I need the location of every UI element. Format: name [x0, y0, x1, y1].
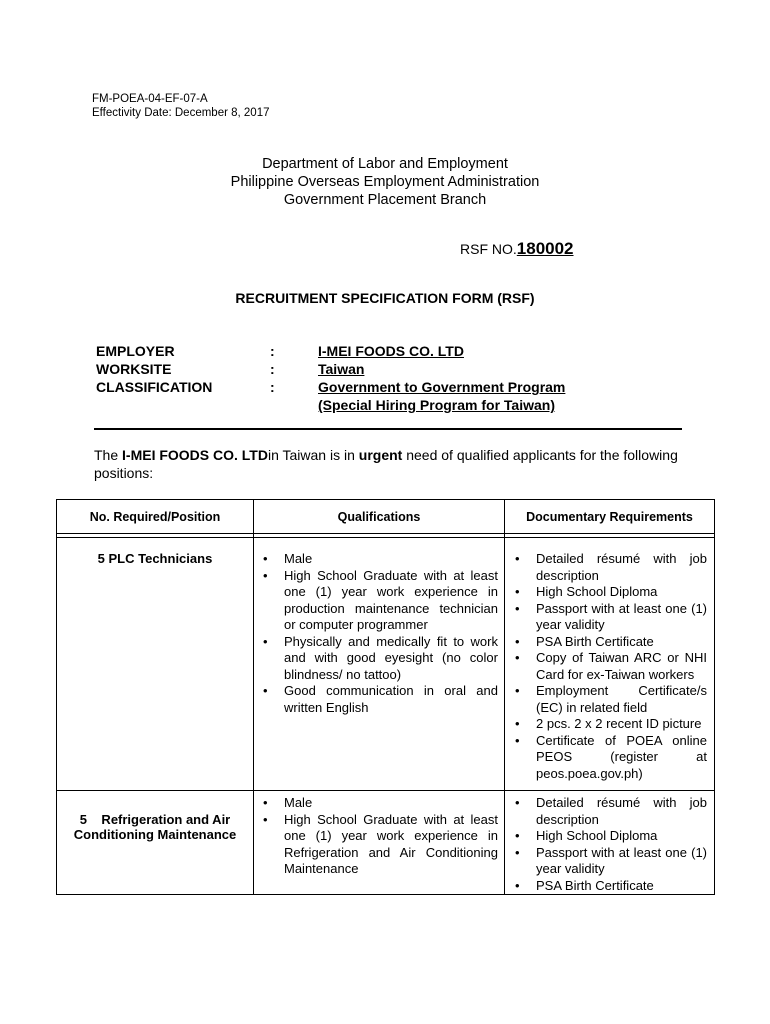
classification-value: Government to Government Program	[318, 379, 566, 395]
list-item: • Male	[284, 551, 498, 568]
header-requirements: Documentary Requirements	[505, 500, 715, 534]
position-title-line-1: 5 Refrigeration and Air	[79, 812, 231, 827]
list-item: • PSA Birth Certificate	[536, 878, 707, 895]
header-position: No. Required/Position	[57, 500, 254, 534]
list-item: • PSA Birth Certificate	[536, 634, 707, 651]
list-item: • Male	[284, 795, 498, 812]
list-item: • High School Diploma	[536, 584, 707, 601]
list-item: • High School Graduate with at least one (1) year work experience in production maintenance technician or computer programmer	[284, 568, 498, 634]
effectivity-date: Effectivity Date: December 8, 2017	[92, 107, 270, 119]
list-item: • Employment Certificate/s (EC) in related field	[536, 683, 707, 716]
worksite-label: WORKSITE	[96, 361, 172, 377]
employer-colon: :	[270, 343, 275, 359]
rsf-label: RSF NO.	[460, 241, 517, 257]
qualifications-cell	[254, 791, 505, 895]
agency-line-2: Philippine Overseas Employment Administration	[230, 174, 540, 190]
form-code: FM-POEA-04-EF-07-A	[92, 93, 208, 105]
list-item: • Detailed résumé with job description	[536, 795, 707, 828]
form-code-block	[92, 92, 270, 120]
list-item: • Good communication in oral and written English	[284, 683, 498, 716]
list-item: • Passport with at least one (1) year validity	[536, 845, 707, 878]
list-item: • High School Graduate with at least one (1) year work experience in Refrigeration and Air Conditioning Maintenance	[284, 812, 498, 878]
agency-header	[0, 155, 770, 209]
table-header-row	[57, 500, 715, 534]
rsf-number: 180002	[516, 239, 574, 258]
qualifications-cell	[254, 538, 505, 791]
position-cell	[57, 538, 254, 791]
classification-label: CLASSIFICATION	[96, 379, 213, 395]
position-title-line-2: Conditioning Maintenance	[73, 827, 237, 842]
intro-post: need of qualified applicants for the following positions:	[94, 447, 678, 481]
requirements-cell	[505, 538, 715, 791]
intro-urgent: urgent	[358, 447, 403, 463]
classification-note: (Special Hiring Program for Taiwan)	[318, 397, 556, 413]
employer-label: EMPLOYER	[96, 343, 175, 359]
worksite-value: Taiwan	[318, 361, 365, 377]
list-item: • Detailed résumé with job description	[536, 551, 707, 584]
employer-value: I-MEI FOODS CO. LTD	[318, 343, 464, 359]
table-row	[57, 538, 715, 791]
list-item: • Physically and medically fit to work and with good eyesight (no color blindness/ no tattoo)	[284, 634, 498, 684]
list-item: • Copy of Taiwan ARC or NHI Card for ex-Taiwan workers	[536, 650, 707, 683]
header-qualifications: Qualifications	[254, 500, 505, 534]
rsf-number-block	[460, 239, 574, 259]
classification-colon: :	[270, 379, 275, 395]
list-item: • Certificate of POEA online PEOS (register at peos.poea.gov.ph)	[536, 733, 707, 783]
position-title: 5 PLC Technicians	[97, 551, 213, 566]
list-item: • Passport with at least one (1) year validity	[536, 601, 707, 634]
intro-pre: The	[94, 447, 123, 463]
form-title: RECRUITMENT SPECIFICATION FORM (RSF)	[235, 290, 535, 306]
divider	[94, 428, 682, 430]
requirements-cell	[505, 791, 715, 895]
worksite-colon: :	[270, 361, 275, 377]
intro-mid: in Taiwan is in	[267, 447, 359, 463]
intro-paragraph	[94, 446, 684, 482]
positions-table	[56, 499, 715, 895]
table-row	[57, 791, 715, 895]
intro-company: I-MEI FOODS CO. LTD	[122, 447, 268, 463]
agency-line-1: Department of Labor and Employment	[262, 156, 508, 172]
position-cell	[57, 791, 254, 895]
list-item: • High School Diploma	[536, 828, 707, 845]
agency-line-3: Government Placement Branch	[283, 192, 487, 208]
list-item: • 2 pcs. 2 x 2 recent ID picture	[536, 716, 707, 733]
